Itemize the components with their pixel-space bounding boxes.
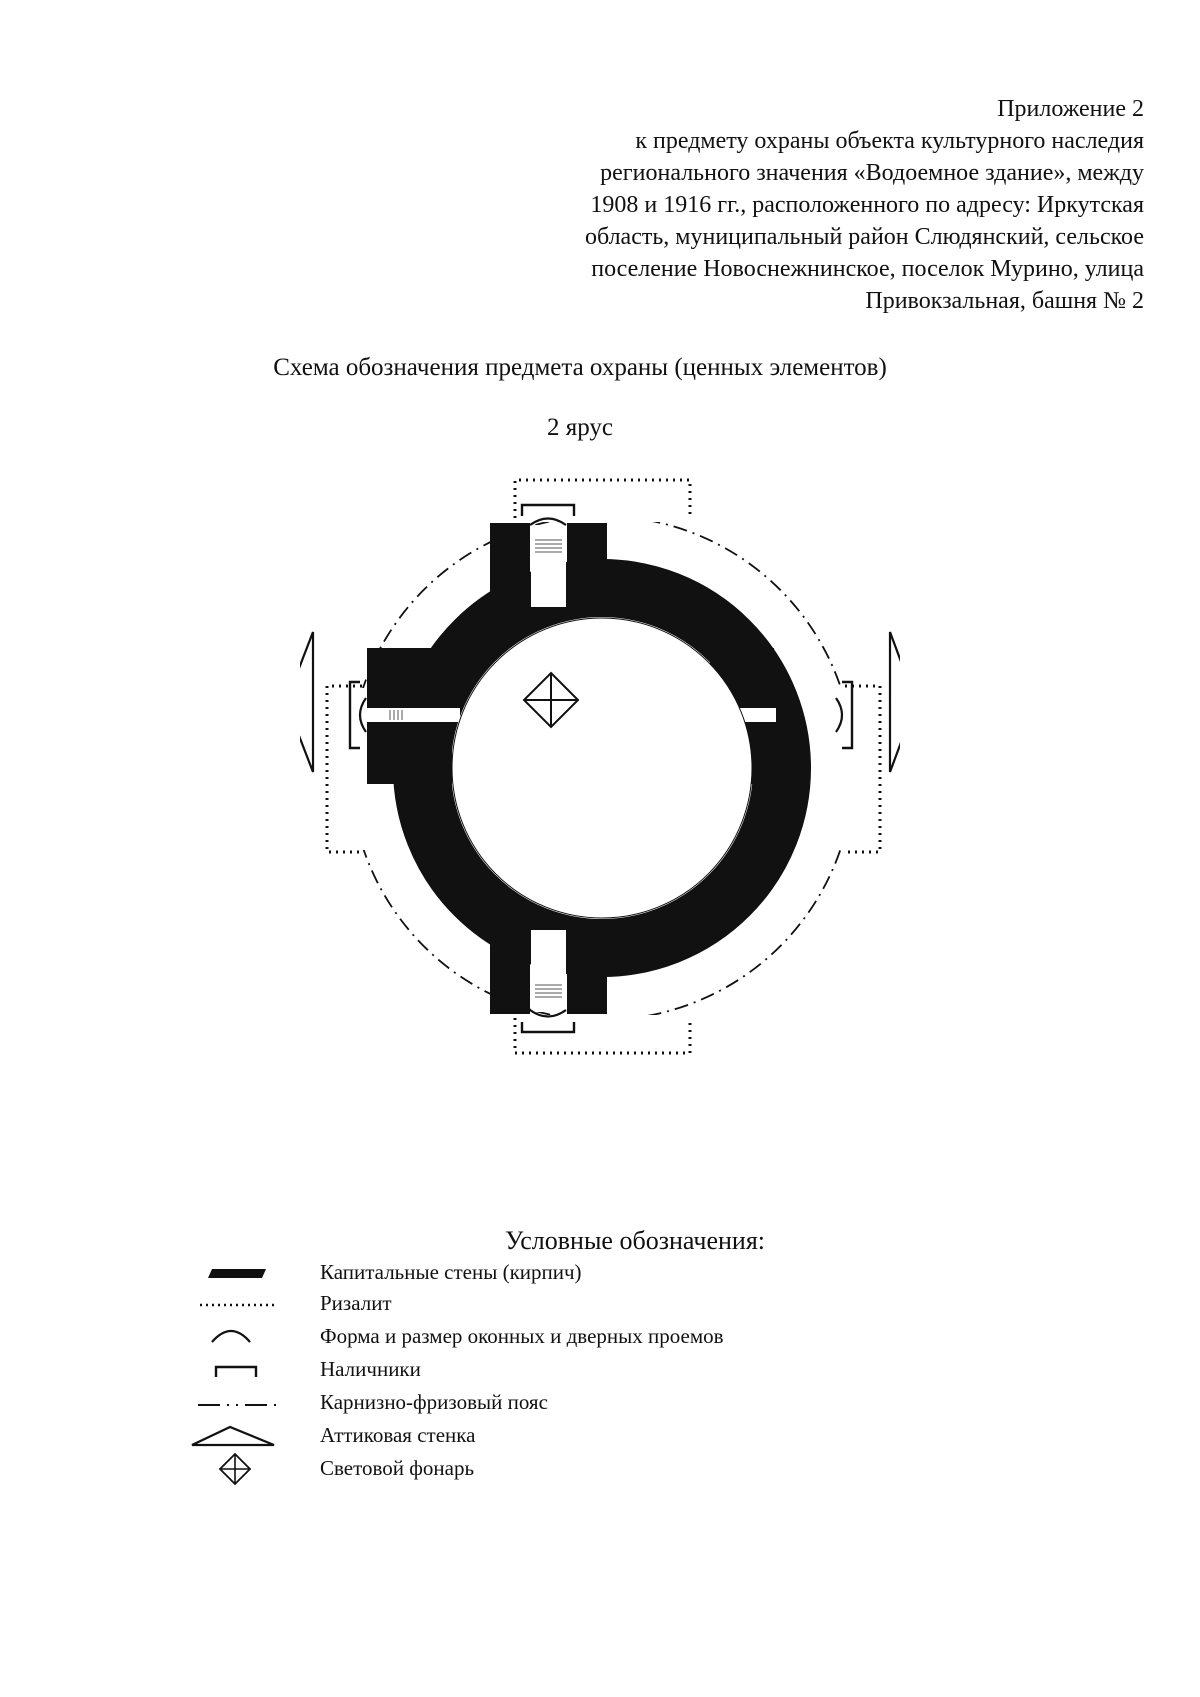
legend-label: Форма и размер оконных и дверных проемов — [320, 1324, 724, 1348]
legend-label: Ризалит — [320, 1291, 392, 1315]
cornice-dash-dot-line-icon — [178, 1386, 278, 1420]
header-line-6: поселение Новоснежнинское, поселок Мурино, улица — [591, 256, 1144, 282]
legend-item-risalit — [178, 1287, 878, 1321]
attic-wall-triangle-icon — [178, 1419, 278, 1453]
legend-label: Световой фонарь — [320, 1456, 475, 1480]
header-line-1: Приложение 2 — [997, 96, 1144, 122]
platband-bracket-icon — [178, 1353, 278, 1387]
opening-arc-icon — [178, 1320, 278, 1354]
legend-item-openings — [178, 1320, 878, 1354]
floor-plan-drawing — [300, 470, 900, 1070]
header-line-4: 1908 и 1916 гг., расположенного по адресу: Иркутская — [590, 192, 1144, 218]
legend-item-attic — [178, 1419, 878, 1453]
scheme-title: Схема обозначения предмета охраны (ценных элементов) — [273, 354, 887, 381]
legend-label: Аттиковая стенка — [320, 1423, 476, 1447]
header-line-3: регионального значения «Водоемное здание», между — [600, 160, 1144, 186]
legend-item-capital-walls — [178, 1256, 878, 1290]
appendix-header — [384, 93, 1144, 317]
legend-item-cornice — [178, 1386, 878, 1420]
header-line-7: Привокзальная, башня № 2 — [865, 288, 1144, 314]
header-line-5: область, муниципальный район Слюдянский, сельское — [584, 224, 1144, 250]
skylight-rhombus-icon — [178, 1452, 278, 1486]
legend-label: Карнизно-фризовый пояс — [320, 1390, 548, 1414]
risalit-dotted-line-icon — [178, 1287, 278, 1321]
legend-item-platbands — [178, 1353, 878, 1387]
tier-label: 2 ярус — [546, 414, 613, 441]
legend-label: Наличники — [320, 1357, 421, 1381]
capital-wall-icon — [178, 1256, 278, 1290]
legend-title: Условные обозначения: — [504, 1226, 766, 1255]
attic-right — [890, 632, 900, 772]
attic-left — [300, 632, 313, 772]
legend-label: Капитальные стены (кирпич) — [320, 1260, 582, 1284]
legend-item-skylight — [178, 1452, 878, 1486]
header-line-2: к предмету охраны объекта культурного наследия — [635, 128, 1144, 154]
inner-hall — [452, 618, 752, 918]
